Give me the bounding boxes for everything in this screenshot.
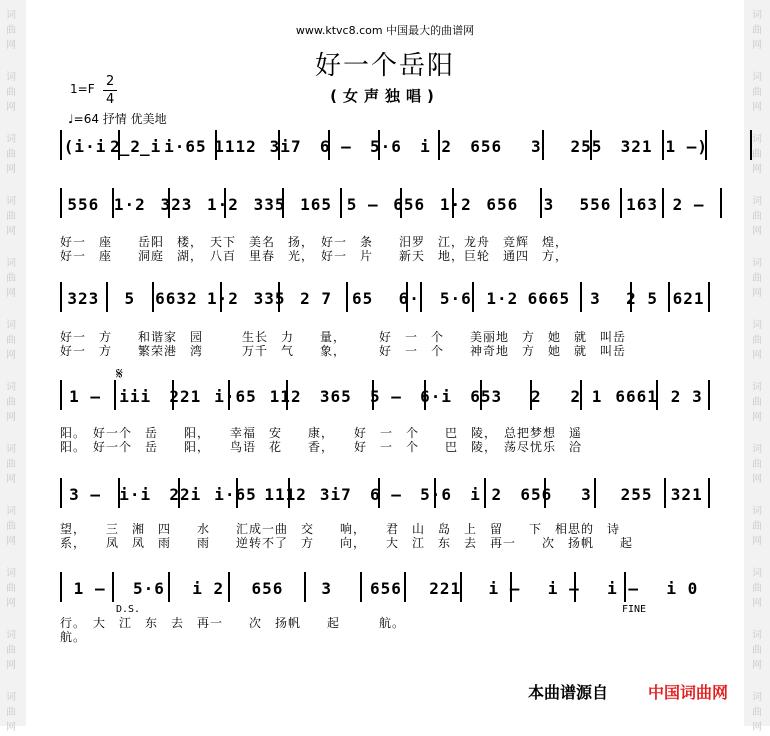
watermark-glyph: 曲	[6, 397, 16, 408]
footer-site: 中国词曲网	[648, 683, 729, 702]
note-group: 656	[470, 136, 503, 156]
key-signature: 1=F	[70, 82, 95, 96]
watermark-glyph: 曲	[752, 149, 762, 160]
note-group: i·65	[164, 136, 207, 156]
note-group: 3	[581, 484, 592, 504]
note-group: 6632	[155, 288, 198, 308]
lyric-line: 系， 凤 凤 雨 雨 逆转不了 方 向， 大 江 东 去 再一 次 扬帆 起	[60, 536, 634, 550]
bar-line	[750, 130, 752, 160]
note-group: 365	[319, 386, 352, 406]
watermark-glyph: 曲	[6, 25, 16, 36]
note-group: i 2	[470, 484, 503, 504]
note-group: 5·6	[369, 136, 402, 156]
note-group: 1·2	[439, 194, 472, 214]
watermark-glyph: 网	[752, 40, 762, 51]
watermark-glyph: 网	[752, 288, 762, 299]
note-group: 3	[531, 136, 542, 156]
watermark-glyph: 网	[6, 660, 16, 671]
watermark-glyph: 曲	[6, 149, 16, 160]
watermark-glyph: 词	[752, 568, 762, 579]
watermark-glyph: 网	[6, 40, 16, 51]
note-group: 3	[543, 194, 555, 214]
lyric-line: 航。	[60, 630, 87, 644]
watermark-glyph: 词	[6, 10, 16, 21]
note-group: i 2	[192, 578, 225, 598]
watermark-glyph: 曲	[752, 397, 762, 408]
note-group: i –	[547, 578, 580, 598]
note-group: 556	[579, 194, 612, 214]
watermark-glyph: 词	[6, 630, 16, 641]
watermark-glyph: 词	[6, 382, 16, 393]
watermark-glyph: 曲	[752, 87, 762, 98]
note-group: 255	[620, 484, 653, 504]
watermark-glyph: 曲	[752, 335, 762, 346]
song-subtitle: (女声独唱)	[330, 87, 440, 105]
note-group: 2 5	[626, 288, 658, 308]
notation-line	[60, 378, 712, 414]
notation-line	[60, 280, 712, 316]
note-group: 2̲2̲i	[110, 136, 162, 156]
watermark-glyph: 网	[6, 474, 16, 485]
watermark-glyph: 曲	[6, 87, 16, 98]
note-group: 22i	[169, 484, 202, 504]
watermark-glyph: 词	[752, 506, 762, 517]
note-group: 656	[251, 578, 284, 598]
watermark-glyph: 词	[6, 196, 16, 207]
notation-line	[60, 186, 712, 222]
watermark-glyph: 网	[6, 164, 16, 175]
note-group: 1·2	[486, 288, 519, 308]
watermark-glyph: 曲	[6, 583, 16, 594]
note-group: 3i7	[269, 136, 302, 156]
note-group: 5·6	[420, 484, 452, 504]
note-group: i·65	[214, 386, 257, 406]
note-group: 556	[67, 194, 100, 214]
watermark-glyph: 词	[6, 444, 16, 455]
watermark-glyph: 网	[752, 350, 762, 361]
watermark-glyph: 词	[6, 258, 16, 269]
note-group: 321	[670, 484, 703, 504]
note-group: 656	[370, 578, 402, 598]
note-group: 163	[626, 194, 658, 214]
note-group: 656	[520, 484, 553, 504]
lyric-line: 阳。 好一个 岳 阳， 鸟语 花 香， 好 一 个 巴 陵， 荡尽忧乐 洽	[60, 440, 583, 454]
note-group: iii	[119, 386, 152, 406]
note-group: 2 1	[570, 386, 603, 406]
note-group: 5	[124, 288, 136, 308]
note-group: 5 –	[369, 386, 402, 406]
watermark-glyph: 网	[6, 412, 16, 423]
watermark-glyph: 词	[6, 692, 16, 703]
note-group: 5·6	[439, 288, 472, 308]
watermark-glyph: 曲	[6, 645, 16, 656]
watermark-glyph: 网	[6, 350, 16, 361]
lyric-line: 好一 座 洞庭 湖， 八百 里春 光， 好一 片 新天 地，巨轮 通四 方，	[60, 249, 569, 263]
note-group: 3	[321, 578, 333, 598]
watermark-glyph: 网	[6, 536, 16, 547]
note-group: 323	[67, 288, 100, 308]
watermark-glyph: 曲	[6, 707, 16, 718]
note-group: 221	[429, 578, 462, 598]
lyric-line: 望， 三 湘 四 水 汇成一曲 交 响， 君 山 岛 上 留 下 相思的 诗	[60, 522, 621, 536]
notation-line	[60, 476, 712, 512]
note-group: 2 –	[672, 194, 705, 214]
watermark-glyph: 网	[6, 288, 16, 299]
watermark-glyph: 词	[752, 630, 762, 641]
note-group: i·65	[214, 484, 257, 504]
watermark-glyph: 网	[752, 412, 762, 423]
time-signature-bottom: 4	[106, 92, 115, 107]
watermark-glyph: 曲	[752, 521, 762, 532]
note-group: 2 7	[300, 288, 333, 308]
note-group: 1112	[264, 484, 307, 504]
watermark-glyph: 曲	[752, 25, 762, 36]
bar-line	[720, 188, 722, 218]
watermark-glyph: 词	[752, 320, 762, 331]
note-group: 255	[570, 136, 603, 156]
note-group: 6661	[615, 386, 658, 406]
watermark-glyph: 曲	[752, 273, 762, 284]
watermark-glyph: 曲	[6, 459, 16, 470]
note-group: 621	[672, 288, 705, 308]
watermark-glyph: 词	[752, 72, 762, 83]
watermark-glyph: 词	[752, 196, 762, 207]
note-group: 653	[470, 386, 503, 406]
watermark-glyph: 曲	[6, 211, 16, 222]
note-group: i –	[488, 578, 521, 598]
note-group: 1112	[214, 136, 257, 156]
note-group: 221	[169, 386, 202, 406]
note-group: i –	[607, 578, 639, 598]
watermark-glyph: 网	[752, 164, 762, 175]
time-signature-top: 2	[106, 74, 115, 89]
note-group: 5 –	[346, 194, 379, 214]
segno-mark: 𝄋	[116, 364, 123, 383]
note-group: 3	[590, 288, 601, 308]
lyric-line: 好一 座 岳阳 楼， 天下 美名 扬， 好一 条 汨罗 江，龙舟 竞辉 煌，	[60, 235, 569, 249]
watermark-glyph: 词	[752, 134, 762, 145]
note-group: 1·2	[207, 194, 239, 214]
lyric-line: 阳。 好一个 岳 阳， 幸福 安 康， 好 一 个 巴 陵， 总把梦想 遥	[60, 426, 583, 440]
watermark-glyph: 曲	[752, 583, 762, 594]
note-group: 335	[253, 194, 286, 214]
watermark-glyph: 网	[6, 226, 16, 237]
watermark-glyph: 词	[6, 568, 16, 579]
ds-mark: D.S.	[116, 604, 141, 615]
note-group: 3i7	[319, 484, 352, 504]
watermark-glyph: 网	[752, 226, 762, 237]
note-group: 323	[160, 194, 193, 214]
note-group: 1·2	[207, 288, 239, 308]
note-group: (i·i	[63, 136, 107, 156]
lyric-line: 好一 方 和谐家 园 生长 力 量， 好 一 个 美丽地 方 她 就 叫岳	[60, 330, 627, 344]
watermark-glyph: 网	[6, 598, 16, 609]
watermark-glyph: 词	[752, 692, 762, 703]
watermark-glyph: 网	[752, 660, 762, 671]
watermark-glyph: 网	[752, 598, 762, 609]
lyric-line: 行。 大 江 东 去 再一 次 扬帆 起 航。	[60, 616, 406, 630]
note-group: 335	[253, 288, 286, 308]
tempo-marking: ♩=64 抒情 优美地	[68, 112, 167, 126]
note-group: 2	[531, 386, 542, 406]
fine-mark: FINE	[622, 604, 647, 615]
note-group: 3 –	[69, 484, 102, 504]
note-group: 65	[352, 288, 374, 308]
note-group: 6·	[398, 288, 420, 308]
watermark-glyph: 词	[6, 506, 16, 517]
note-group: 1 –	[73, 578, 106, 598]
note-group: 1·2	[113, 194, 146, 214]
note-group: i 0	[666, 578, 699, 598]
watermark-glyph: 词	[752, 382, 762, 393]
watermark-glyph: 曲	[752, 645, 762, 656]
watermark-glyph: 词	[6, 72, 16, 83]
watermark-glyph: 词	[6, 320, 16, 331]
time-signature-divider	[103, 90, 117, 91]
footer-source: 本曲谱源自	[528, 683, 609, 702]
note-group: 1 –	[69, 386, 102, 406]
note-group: 6 –	[319, 136, 352, 156]
note-group: 656	[486, 194, 519, 214]
watermark-glyph: 曲	[752, 459, 762, 470]
note-group: 6 –	[369, 484, 402, 504]
watermark-glyph: 曲	[752, 211, 762, 222]
note-group: 6665	[527, 288, 571, 308]
watermark-glyph: 网	[752, 474, 762, 485]
note-group: i 2	[420, 136, 452, 156]
watermark-glyph: 网	[752, 102, 762, 113]
note-group: 5·6	[132, 578, 165, 598]
lyric-line: 好一 方 繁荣港 湾 万千 气 象， 好 一 个 神奇地 方 她 就 叫岳	[60, 344, 627, 358]
song-title: 好一个岳阳	[314, 51, 455, 81]
watermark-glyph: 曲	[6, 521, 16, 532]
watermark-glyph: 词	[752, 258, 762, 269]
watermark-glyph: 词	[752, 10, 762, 21]
watermark-glyph: 词	[752, 444, 762, 455]
note-group: 1 –)	[665, 136, 709, 156]
watermark-glyph: 网	[752, 722, 762, 733]
note-group: 321	[620, 136, 653, 156]
watermark-glyph: 网	[752, 536, 762, 547]
note-group: 656	[393, 194, 426, 214]
watermark-glyph: 网	[6, 722, 16, 733]
notation-line	[60, 570, 712, 606]
note-group: 165	[300, 194, 333, 214]
notation-line	[60, 128, 712, 164]
note-group: 112	[269, 386, 302, 406]
note-group: 6·i	[420, 386, 452, 406]
watermark-glyph: 曲	[752, 707, 762, 718]
watermark-glyph: 网	[6, 102, 16, 113]
watermark-glyph: 词	[6, 134, 16, 145]
note-group: 2 3	[670, 386, 703, 406]
watermark-glyph: 曲	[6, 335, 16, 346]
watermark-glyph: 曲	[6, 273, 16, 284]
note-group: i·i	[119, 484, 152, 504]
site-header: www.ktvc8.com 中国最大的曲谱网	[295, 24, 475, 37]
